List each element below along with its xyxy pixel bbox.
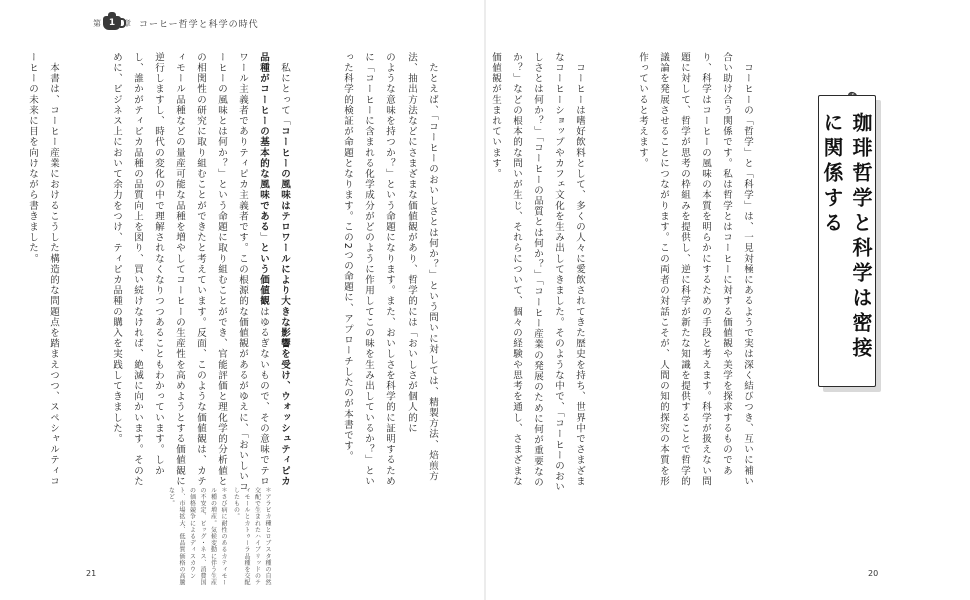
running-header xyxy=(93,11,259,35)
chapter-title: コーヒー哲学と科学の時代 xyxy=(139,19,259,30)
paragraph-text: はゆるぎないもので、その意味でテロワール主義者でありティピカ主義者です。この根源的な価値観があるがゆえに、「おいしいコーヒーの風味とは何か？」という命題に取り組むことができ、官能評価と理化学的分析値との相関性の研究に取り組むことができたと考えています。反面、このような価値観は、カティモール品種などの量産可能な品種を増やしてコーヒーの生産性を高めようとする価値観に逆行しますし、時代の変化の中で理解されなくなりつつあることもわかっています。しかし、誰かがティピカ品種の品質向上を図り、買い続けなければ、絶滅に向かいます。そのために、ビジネス上において余力をつけ、ティピカ品種の購入を実践してきました。 xyxy=(111,52,269,493)
section-heading: 珈琲哲学と科学は密接に関係する xyxy=(820,112,873,362)
emphasis-text: コーヒーの風味はテロワールにより大きな影響を受け、ウォッシュティピカ品種がコーヒーの基本的な風味である xyxy=(258,52,290,487)
left-page-body xyxy=(0,52,442,497)
emphasis-text: という価値観 xyxy=(258,242,269,307)
paragraph xyxy=(106,52,295,497)
chapter-prefix: 第 xyxy=(93,18,101,28)
paragraph: コーヒーの「哲学」と「科学」は、一見対極にあるようで実は深く結びつき、互いに補い合い助け合う関係です。私は哲学とはコーヒーに対する価値観や美学を探求するものであり、科学はコーヒーの風味の本質を明らかにするための手段と考えます。科学が扱えない問題に対して、哲学が思考の枠組みを提供し、逆に科学が新たな知識を提供することで哲学的議論を発展させることにつながります。この両者の対話こそが、人間の知的探究の本質を形作っていると考えます。 xyxy=(637,52,753,487)
paragraph-text: 」 xyxy=(258,232,269,243)
section-heading-box xyxy=(818,95,876,387)
paragraph: のような意味を持つか？」という命題になります。また、おいしさを科学的に証明するために「コーヒーに含まれる化学成分がどのように作用してこの味を生み出しているか？」といった科学的検証が命題となります。この2つの命題に、アプローチしたのが本書です。 xyxy=(342,52,395,487)
chapter-number: 1 xyxy=(108,18,116,28)
sidenote: ＊アラビカ種とロブスタ種の自然交配で生まれたハイブリッドのティモールとカトゥーラ品種を交配したもの。 xyxy=(232,487,271,586)
chapter-tag xyxy=(93,16,131,30)
page-number-right: 20 xyxy=(868,569,879,578)
sidenote: ＊さび病に耐性のあるカティモール種の増産。気候変動に伴う生産の不安定、ビッグ・ネス、消費国の価格競争によるディスカウント、市場拡大、低品質価格の高騰など。 xyxy=(167,487,227,586)
paragraph-text: 私にとって「 xyxy=(279,52,290,127)
paragraph: コーヒーは嗜好飲料として、多くの人々に愛飲されてきた歴史を持ち、世界中でさまざまなコーヒーショップやカフェ文化を生み出してきました。そのような中で、「コーヒーのおいしさとは何か？」「コーヒーの品質とは何か？」「コーヒー産業の発展のために何が重要なのか？」などの根本的な問いが生じ、それらについて、個々の経験や思考を通し、さまざまな価値観が生まれています。 xyxy=(490,52,585,493)
paragraph: たとえば、「コーヒーのおいしさとは何か？」という問いに対しては、精製方法、焙煎方法、抽出方法などにさまざまな価値観があり、哲学的には「おいしさが個人的に xyxy=(406,52,438,482)
page-number-left: 21 xyxy=(86,569,97,578)
chapter-suffix: 章 xyxy=(123,18,131,28)
coffee-pot-icon xyxy=(103,16,121,30)
paragraph: 本書は、コーヒー産業におけるこうした構造的な問題点を踏まえつつ、スペシャルティコーヒーの未来に目を向けながら書きました。 xyxy=(27,52,59,487)
